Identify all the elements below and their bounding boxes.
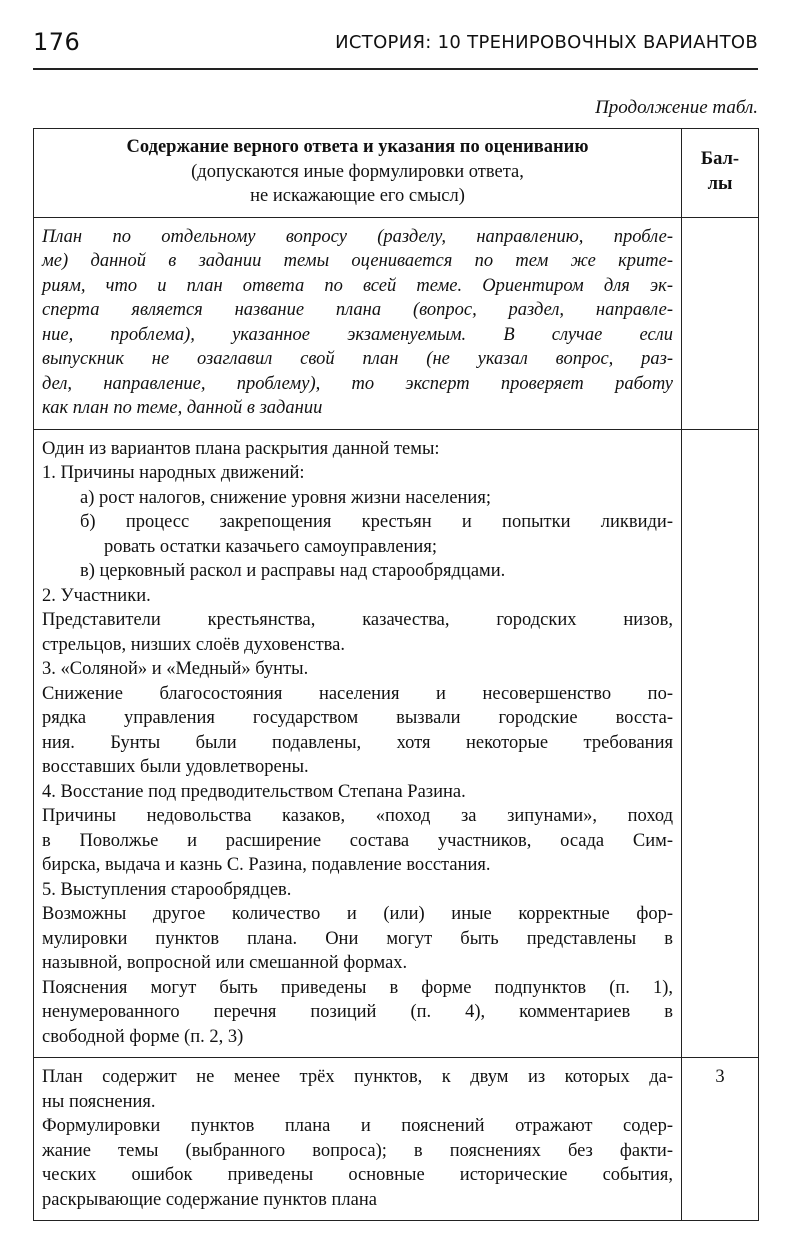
text-line: Формулировки пунктов плана и пояснений отражают содер- — [42, 1116, 673, 1136]
table-header-row — [34, 129, 759, 218]
text-line: назывной, вопросной или смешанной формах. — [42, 953, 408, 973]
text-line: ровать остатки казачьего самоуправления; — [104, 536, 437, 557]
text-line: жание темы (выбранного вопроса); в пояснениях без факти- — [42, 1140, 673, 1161]
score-column-header — [682, 129, 759, 218]
text-line: сперта является название плана (вопрос, раздел, направле- — [42, 300, 673, 320]
text-line: 4. Восстание под предводительством Степана Разина. — [42, 781, 466, 802]
page-header — [33, 22, 758, 70]
table-continuation-label: Продолжение табл. — [595, 97, 758, 118]
score-header-line-2: лы — [707, 173, 733, 194]
text-line: 5. Выступления старообрядцев. — [42, 879, 292, 900]
text-line: План содержит не менее трёх пунктов, к двум из которых да- — [42, 1067, 673, 1087]
text-line: ме) данной в задании темы оценивается по тем же крите- — [42, 251, 673, 271]
text-line: Пояснения могут быть приведены в форме подпунктов (п. 1), — [42, 977, 673, 998]
table-row — [34, 1058, 759, 1221]
text-line: раскрывающие содержание пунктов плана — [42, 1189, 377, 1210]
text-line: как план по теме, данной в задании — [42, 398, 323, 418]
text-line: 2. Участники. — [42, 585, 151, 606]
content-column-header — [34, 129, 682, 218]
text-line: свободной форме (п. 2, 3) — [42, 1026, 244, 1047]
text-line: ние, проблема), указанное экзаменуемым. В случае если — [42, 324, 673, 345]
text-line: ненумерованного перечня позиций (п. 4), комментариев в — [42, 1002, 673, 1022]
text-line: ния. Бунты были подавлены, хотя некоторые требования — [42, 732, 673, 753]
text-line: рядка управления государством вызвали городские восста- — [42, 708, 673, 728]
row-2-content — [34, 429, 682, 1058]
grading-table — [33, 128, 759, 1221]
text-line: в Поволжье и расширение состава участников, осада Сим- — [42, 830, 673, 851]
text-line: Возможны другое количество и (или) иные корректные фор- — [42, 904, 673, 924]
content-header-title: Содержание верного ответа и указания по оцениванию — [126, 137, 589, 157]
score-header-line-1: Бал- — [700, 149, 740, 169]
text-line: мулировки пунктов плана. Они могут быть представлены в — [42, 928, 673, 949]
text-line: 3. «Соляной» и «Медный» бунты. — [42, 659, 309, 679]
text-line: стрельцов, низших слоёв духовенства. — [42, 634, 346, 655]
text-line: Представители крестьянства, казачества, городских низов, — [42, 610, 673, 630]
text-line: Один из вариантов плана раскрытия данной темы: — [42, 438, 440, 459]
text-line: ны пояснения. — [42, 1091, 156, 1112]
text-line: выпускник не озаглавил свой план (не указал вопрос, раз- — [42, 349, 673, 369]
row-1-content — [34, 217, 682, 429]
content-header-subtitle-1: (допускаются иные формулировки ответа, — [191, 161, 524, 182]
table-row — [34, 217, 759, 429]
running-title: ИСТОРИЯ: 10 ТРЕНИРОВОЧНЫХ ВАРИАНТОВ — [335, 32, 758, 53]
table-row — [34, 429, 759, 1058]
row-3-content — [34, 1058, 682, 1221]
row-1-score — [682, 217, 759, 429]
text-line: Снижение благосостояния населения и несовершенство по- — [42, 683, 673, 704]
text-line: дел, направление, проблему), то эксперт проверяет работу — [42, 373, 673, 394]
text-line: а) рост налогов, снижение уровня жизни населения; — [80, 487, 491, 508]
text-line: 1. Причины народных движений: — [42, 463, 305, 483]
text-line: б) процесс закрепощения крестьян и попытки ликвиди- — [80, 512, 673, 532]
text-line: бирска, выдача и казнь С. Разина, подавление восстания. — [42, 855, 491, 875]
text-line: ческих ошибок приведены основные исторические события, — [42, 1165, 673, 1185]
content-header-subtitle-2: не искажающие его смысл) — [250, 186, 465, 206]
row-3-score: 3 — [682, 1058, 759, 1221]
row-2-score — [682, 429, 759, 1058]
page-number: 176 — [33, 28, 81, 56]
text-line: Причины недовольства казаков, «поход за зипунами», поход — [42, 806, 673, 826]
text-line: в) церковный раскол и расправы над старообрядцами. — [80, 561, 506, 581]
text-line: План по отдельному вопросу (разделу, направлению, пробле- — [42, 226, 673, 247]
text-line: риям, что и план ответа по всей теме. Ориентиром для эк- — [42, 275, 673, 296]
text-line: восставших были удовлетворены. — [42, 757, 309, 777]
